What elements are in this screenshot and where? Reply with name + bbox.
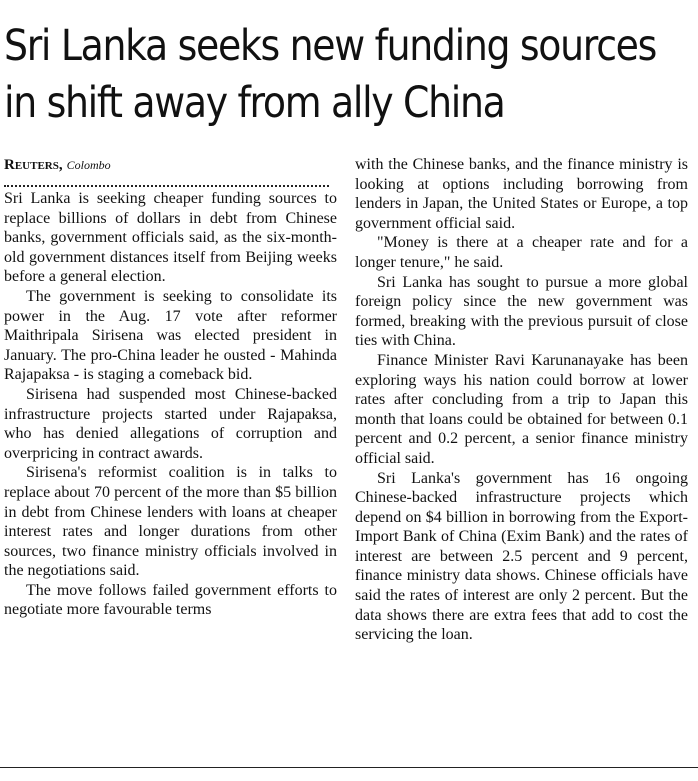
headline <box>4 18 657 132</box>
column-right <box>355 155 688 645</box>
paragraph: Sirisena's reformist coalition is in talks to replace about 70 percent of the more than $5 billion in debt from Chinese lenders with loans at cheaper interest rates and longer durations from other sources, two finance ministry officials involved in the negotiations said. <box>4 464 337 580</box>
paragraph: Sri Lanka has sought to pursue a more global foreign policy since the new government was formed, breaking with the previous pursuit of close ties with China. <box>355 273 688 350</box>
paragraph: with the Chinese banks, and the finance ministry is looking at options including borrowing from lenders in Japan, the United States or Europe, a top government official said. <box>355 156 688 232</box>
paragraph: Finance Minister Ravi Karunanayake has been exploring ways his nation could borrow at lower rates after concluding from a trip to Japan this month that loans could be obtained for between 0.1 percent and 0.2 percent, a senior finance ministry official said. <box>355 351 688 467</box>
byline-place: Colombo <box>66 158 111 172</box>
paragraph: The government is seeking to consolidate its power in the Aug. 17 vote after reformer Maithripala Sirisena was elected president in January. The pro-China leader he ousted - Mahinda Rajapaksa - is staging a comeback bid. <box>4 287 337 384</box>
article-body <box>4 155 694 755</box>
headline-line-2: in shift away from ally China <box>4 78 505 128</box>
bottom-rule <box>0 767 698 768</box>
paragraph: The move follows failed government efforts to negotiate more favourable terms <box>4 581 337 619</box>
headline-line-1: Sri Lanka seeks new funding sources <box>4 21 657 71</box>
paragraph: Sri Lanka is seeking cheaper funding sources to replace billions of dollars in debt from Chinese banks, government officials said, as the six-month-old government distances itself from Beijing weeks before a general election. <box>4 190 337 286</box>
dotted-divider <box>4 175 329 187</box>
paragraph: Sirisena had suspended most Chinese-backed infrastructure projects started under Rajapaksa, who has denied allegations of corruption and overpricing in contract awards. <box>4 385 337 462</box>
byline <box>4 155 337 175</box>
paragraph: "Money is there at a cheaper rate and for a longer tenure," he said. <box>355 234 688 271</box>
byline-agency: Reuters, <box>4 157 63 173</box>
column-left <box>4 155 337 620</box>
paragraph: Sri Lanka's government has 16 ongoing Chinese-backed infrastructure projects which depend on $4 billion in borrowing from the Export-Import Bank of China (Exim Bank) and the rates of interest are between 2.5 percent and 9 percent, finance ministry data shows. Chinese officials have said the rates of interest are only 2 percent. But the data shows there are extra fees that add to cost the servicing the loan. <box>355 469 688 644</box>
